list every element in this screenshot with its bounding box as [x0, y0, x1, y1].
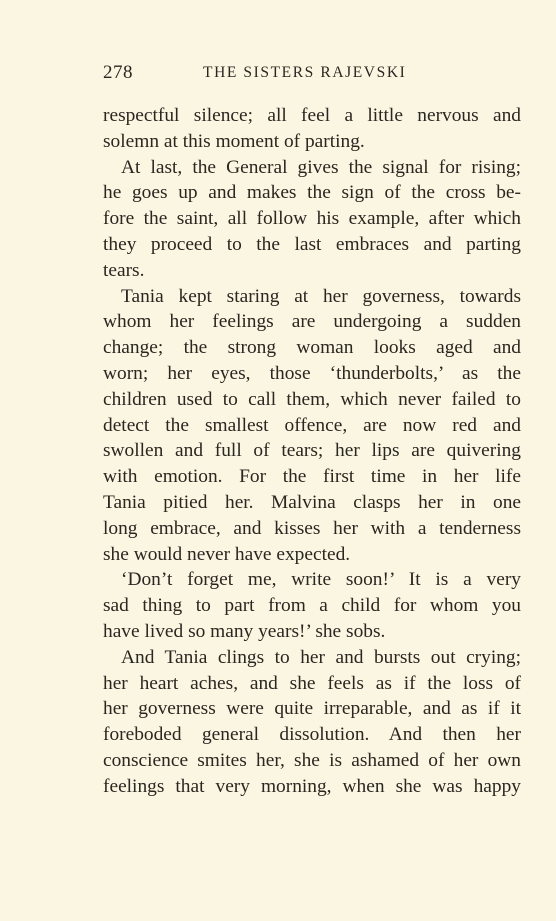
text-line: respectful silence; all feel a little nervous and — [103, 105, 521, 126]
text-line: fore the saint, all follow his example, after which — [103, 208, 521, 230]
text-line: whom her feelings are undergoing a sudden — [103, 311, 521, 333]
body-text — [103, 103, 521, 800]
text-line: children used to call them, which never failed to — [103, 388, 521, 410]
text-line: Tania kept staring at her governess, towards — [121, 285, 521, 307]
text-line: conscience smites her, she is ashamed of her own — [103, 749, 521, 771]
text-line: her heart aches, and she feels as if the loss of — [103, 672, 521, 694]
text-line: foreboded general dissolution. And then her — [103, 724, 521, 746]
text-line: change; the strong woman looks aged and — [103, 337, 521, 359]
text-line: Tania pitied her. Malvina clasps her in one — [103, 491, 521, 513]
text-line: worn; her eyes, those ‘thunderbolts,’ as the — [103, 362, 521, 384]
text-line: tears. — [103, 259, 145, 281]
page-header — [103, 62, 520, 86]
page-number: 278 — [103, 62, 133, 83]
text-line: her governess were quite irreparable, and as if it — [103, 698, 521, 720]
text-line: solemn at this moment of parting. — [103, 130, 365, 152]
text-line: have lived so many years!’ she sobs. — [103, 620, 386, 642]
running-title: THE SISTERS RAJEVSKI — [203, 64, 407, 81]
text-line: they proceed to the last embraces and parting — [103, 233, 521, 255]
text-line: swollen and full of tears; her lips are quivering — [103, 440, 521, 462]
text-line: detect the smallest offence, are now red and — [103, 414, 521, 436]
text-line: with emotion. For the first time in her life — [103, 466, 521, 488]
text-line: At last, the General gives the signal for rising; — [121, 156, 521, 178]
text-line: long embrace, and kisses her with a tenderness — [103, 517, 521, 539]
text-line: she would never have expected. — [103, 543, 351, 565]
text-line: And Tania clings to her and bursts out crying; — [121, 646, 521, 668]
text-line: sad thing to part from a child for whom you — [103, 595, 521, 617]
text-line: feelings that very morning, when she was happy — [103, 775, 521, 797]
text-line: he goes up and makes the sign of the cross be- — [103, 182, 521, 204]
text-line: ‘Don’t forget me, write soon!’ It is a very — [121, 569, 521, 591]
